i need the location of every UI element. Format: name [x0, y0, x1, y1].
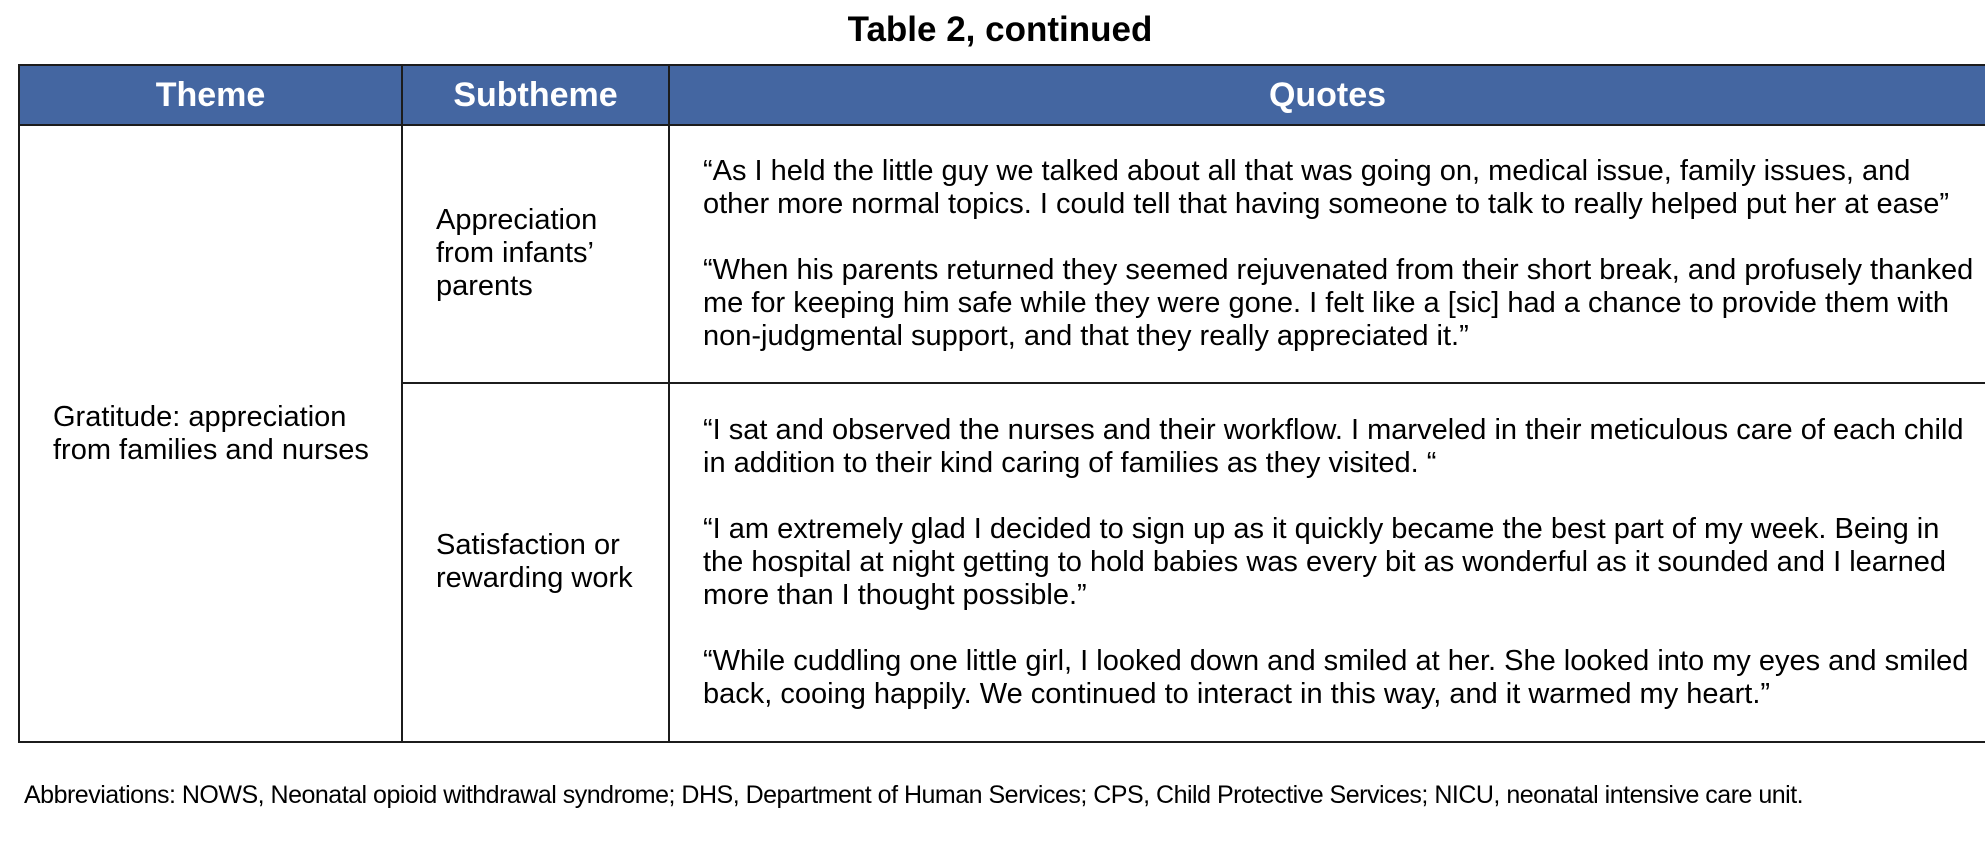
- quotes-table: [18, 64, 1985, 743]
- abbreviations-footnote: Abbreviations: NOWS, Neonatal opioid withdrawal syndrome; DHS, Department of Human Services; CPS, Child Protective Services; NICU, neonatal intensive care unit.: [24, 781, 1804, 809]
- quote-text: “I sat and observed the nurses and their workflow. I marveled in their meticulous care of each child in addition to their kind caring of families as they visited. “: [703, 413, 1964, 479]
- quotes-cell: [669, 125, 1985, 383]
- table-title: Table 2, continued: [847, 10, 1153, 49]
- quote-text: “I am extremely glad I decided to sign up as it quickly became the best part of my week. Being in the hospital at night getting to hold babies was every bit as wonderful as it sounded and I learned more than I thought possible.”: [703, 512, 1946, 611]
- quotes-cell: [669, 383, 1985, 742]
- table-row: [19, 125, 1985, 383]
- table-header-row: [19, 65, 1985, 125]
- column-header-theme: Theme: [19, 65, 402, 125]
- column-header-quotes: Quotes: [669, 65, 1985, 125]
- quote-text: “While cuddling one little girl, I looked down and smiled at her. She looked into my eyes and smiled back, cooing happily. We continued to interact in this way, and it warmed my heart.”: [703, 644, 1969, 710]
- quote-text: “As I held the little guy we talked about all that was going on, medical issue, family issues, and other more normal topics. I could tell that having someone to talk to really helped put her at ease”: [703, 154, 1950, 220]
- subtheme-cell: Satisfaction or rewarding work: [402, 383, 669, 742]
- subtheme-cell: Appreciation from infants’ parents: [402, 125, 669, 383]
- quote-text: “When his parents returned they seemed rejuvenated from their short break, and profusely thanked me for keeping him safe while they were gone. I felt like a [sic] had a chance to provide them with non-judgmental support, and that they really appreciated it.”: [703, 253, 1974, 352]
- theme-cell: Gratitude: appreciation from families and nurses: [19, 125, 402, 742]
- column-header-subtheme: Subtheme: [402, 65, 669, 125]
